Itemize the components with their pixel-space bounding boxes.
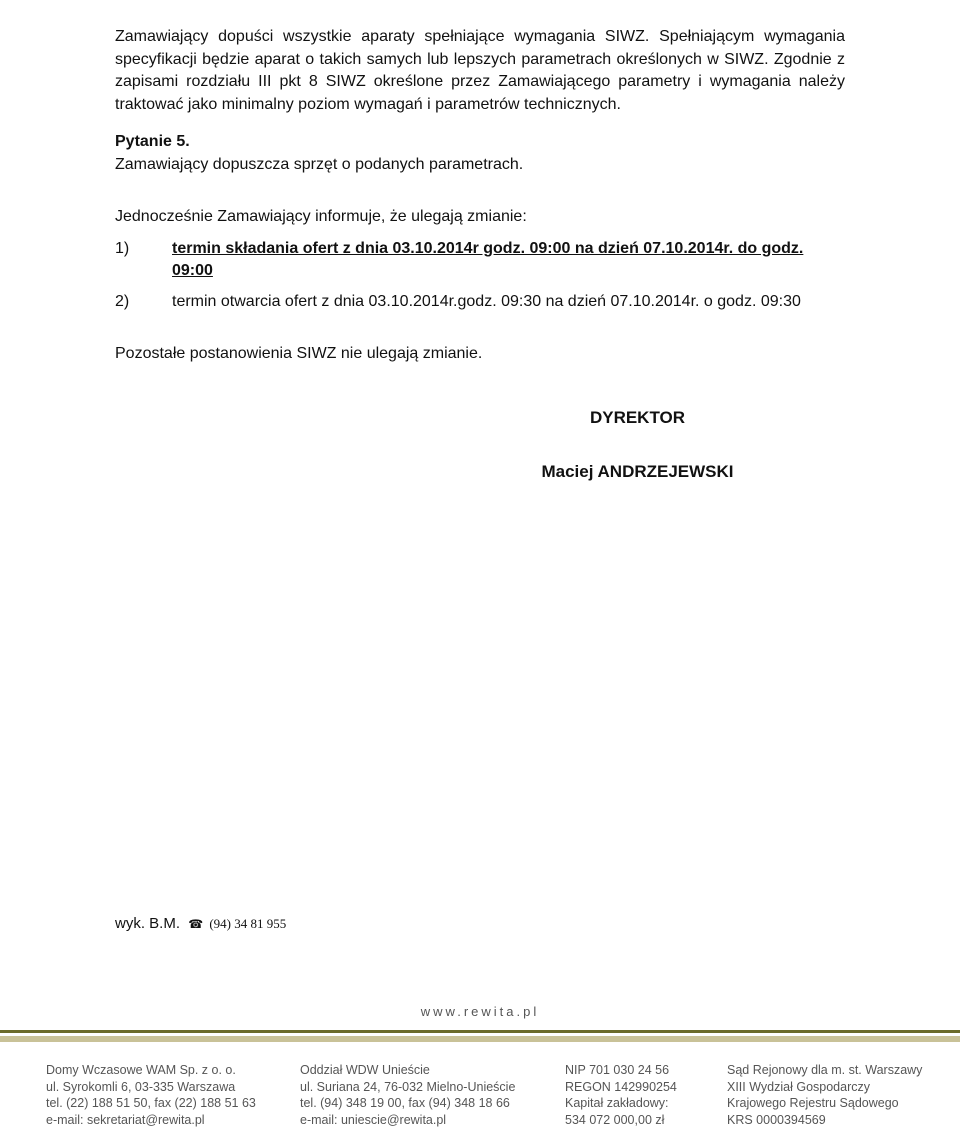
signature-name: Maciej ANDRZEJEWSKI xyxy=(541,462,734,481)
footer-line: ul. Syrokomli 6, 03-335 Warszawa xyxy=(46,1079,236,1094)
footer-line: Sąd Rejonowy dla m. st. Warszawy xyxy=(727,1063,923,1077)
list-item xyxy=(115,291,845,313)
paragraph-requirements: Zamawiający dopuści wszystkie aparaty spełniające wymagania SIWZ. Spełniającym wymagania specyfikacji będzie aparat o takich samych lub lepszych parametrach określonych w SIWZ. Zgodnie z zapisami rozdziału III pkt 8 SIWZ określone przez Zamawiającego parametry i wymagania należy traktować jako minimalny poziom wymagań i parametrów technicznych. xyxy=(115,28,845,113)
footer-registration xyxy=(565,1062,677,1128)
list-text: termin otwarcia ofert z dnia 03.10.2014r.godz. 09:30 na dzień 07.10.2014r. o godz. 09:30 xyxy=(172,292,801,310)
list-number: 2) xyxy=(115,292,130,310)
signature-title: DYREKTOR xyxy=(589,408,686,427)
list-number: 1) xyxy=(115,239,130,257)
footer-line: ul. Suriana 24, 76-032 Mielno-Unieście xyxy=(300,1079,516,1094)
footer-divider xyxy=(0,1030,960,1033)
question-label: Pytanie 5. xyxy=(115,133,190,150)
footer-line: Oddział WDW Unieście xyxy=(300,1063,430,1077)
footer-divider-band xyxy=(0,1036,960,1042)
footer-email[interactable]: e-mail: sekretariat@rewita.pl xyxy=(46,1112,205,1127)
question-answer: Zamawiający dopuszcza sprzęt o podanych parametrach. xyxy=(115,155,524,173)
list-text: termin składania ofert z dnia 03.10.2014r godz. 09:00 na dzień 07.10.2014r. do godz. 09:00 xyxy=(172,239,804,279)
footer-line: KRS 0000394569 xyxy=(727,1112,826,1127)
footer-line: tel. (22) 188 51 50, fax (22) 188 51 63 xyxy=(46,1096,256,1110)
footer-line: Krajowego Rejestru Sądowego xyxy=(727,1096,899,1110)
phone-icon: ☎ xyxy=(188,917,204,931)
author-label: wyk. B.M. xyxy=(115,915,181,932)
footer-line: REGON 142990254 xyxy=(565,1079,677,1094)
footer-email[interactable]: e-mail: uniescie@rewita.pl xyxy=(300,1112,447,1127)
footer-line: 534 072 000,00 zł xyxy=(565,1112,665,1127)
list-item xyxy=(115,238,845,282)
document-body xyxy=(115,26,845,365)
author-phone: (94) 34 81 955 xyxy=(209,916,287,931)
footer-branch xyxy=(300,1062,515,1128)
closing-statement: Pozostałe postanowienia SIWZ nie ulegają zmianie. xyxy=(115,344,483,362)
footer-line: XIII Wydział Gospodarczy xyxy=(727,1079,870,1094)
website-link[interactable]: www.rewita.pl xyxy=(420,1004,540,1019)
footer-line: tel. (94) 348 19 00, fax (94) 348 18 66 xyxy=(300,1096,510,1110)
footer-line: Domy Wczasowe WAM Sp. z o. o. xyxy=(46,1063,236,1077)
footer-line: NIP 701 030 24 56 xyxy=(565,1063,670,1077)
author-line xyxy=(115,915,286,932)
changes-intro: Jednocześnie Zamawiający informuje, że ulegają zmianie: xyxy=(115,208,527,225)
footer-company xyxy=(46,1062,256,1128)
footer-line: Kapitał zakładowy: xyxy=(565,1096,669,1110)
footer-court xyxy=(727,1062,922,1128)
